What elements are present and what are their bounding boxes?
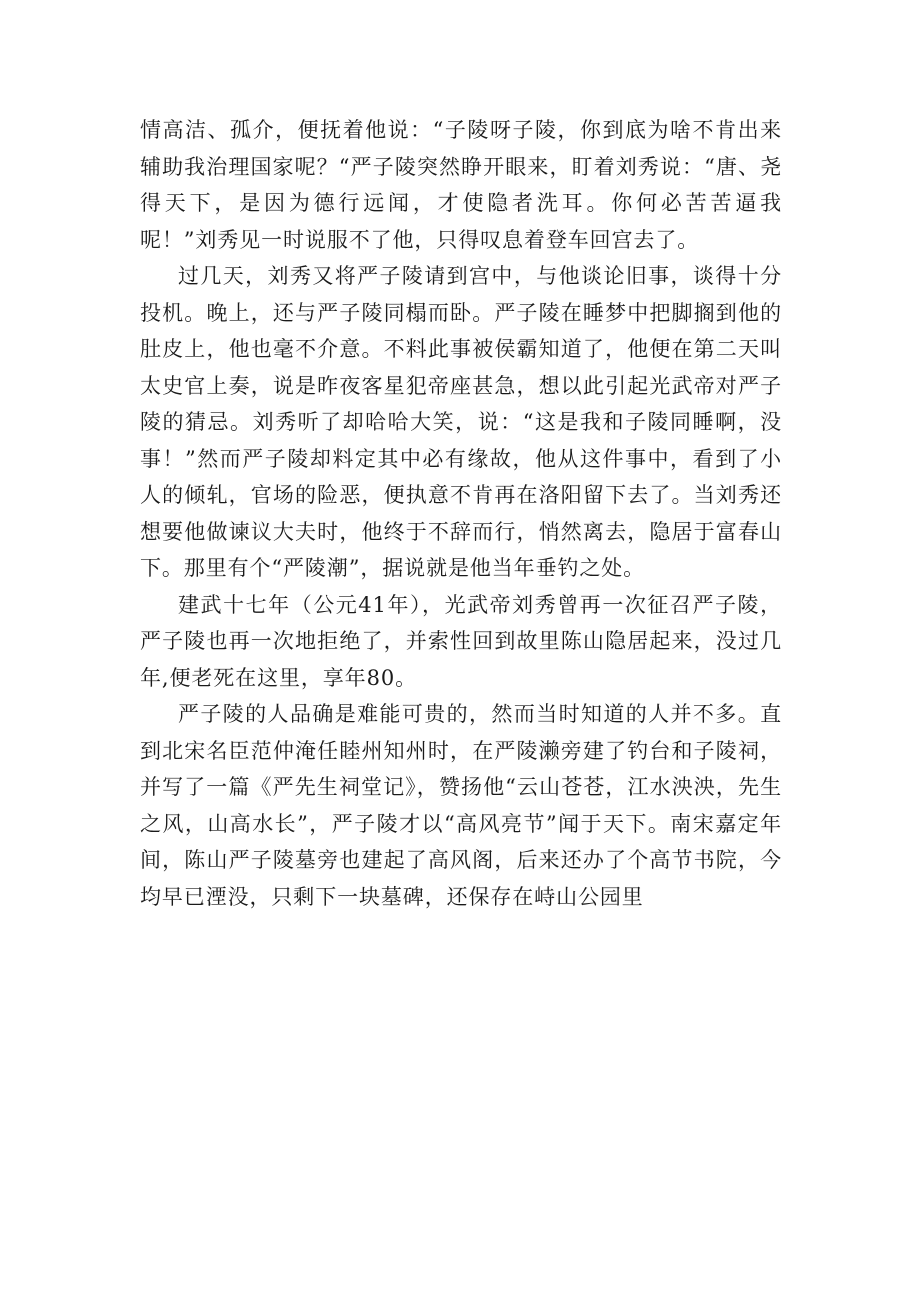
document-body bbox=[140, 112, 782, 915]
paragraph-3: 建武十七年（公元41年），光武帝刘秀曾再一次征召严子陵，严子陵也再一次地拒绝了，并索性回到故里陈山隐居起来，没过几年,便老死在这里，享年80。 bbox=[140, 592, 782, 690]
paragraph-2: 过几天，刘秀又将严子陵请到宫中，与他谈论旧事，谈得十分投机。晚上，还与严子陵同榻而卧。严子陵在睡梦中把脚搁到他的肚皮上，他也毫不介意。不料此事被侯霸知道了，他便在第二天叫太史官上奏，说是昨夜客星犯帝座甚急，想以此引起光武帝对严子陵的猜忌。刘秀听了却哈哈大笑，说：“这是我和子陵同睡啊，没事！”然而严子陵却料定其中必有缘故，他从这件事中，看到了小人的倾轧，官场的险恶，便执意不肯再在洛阳留下去了。当刘秀还想要他做谏议大夫时，他终于不辞而行，悄然离去，隐居于富春山下。那里有个“严陵潮”，据说就是他当年垂钓之处。 bbox=[140, 264, 782, 580]
paragraph-4: 严子陵的人品确是难能可贵的，然而当时知道的人并不多。直到北宋名臣范仲淹任睦州知州时，在严陵濑旁建了钓台和子陵祠，并写了一篇《严先生祠堂记》，赞扬他“云山苍苍，江水泱泱，先生之风，山高水长”，严子陵才以“高风亮节”闻于天下。南宋嘉定年间，陈山严子陵墓旁也建起了高风阁，后来还办了个高节书院，今均早已湮没，只剩下一块墓碑，还保存在峙山公园里 bbox=[140, 702, 782, 909]
paragraph-1: 情高洁、孤介，便抚着他说：“子陵呀子陵，你到底为啥不肯出来辅助我治理国家呢？“严子陵突然睁开眼来，盯着刘秀说：“唐、尧得天下，是因为德行远闻，才使隐者洗耳。你何必苦苦逼我呢！”刘秀见一时说服不了他，只得叹息着登车回宫去了。 bbox=[140, 118, 782, 252]
